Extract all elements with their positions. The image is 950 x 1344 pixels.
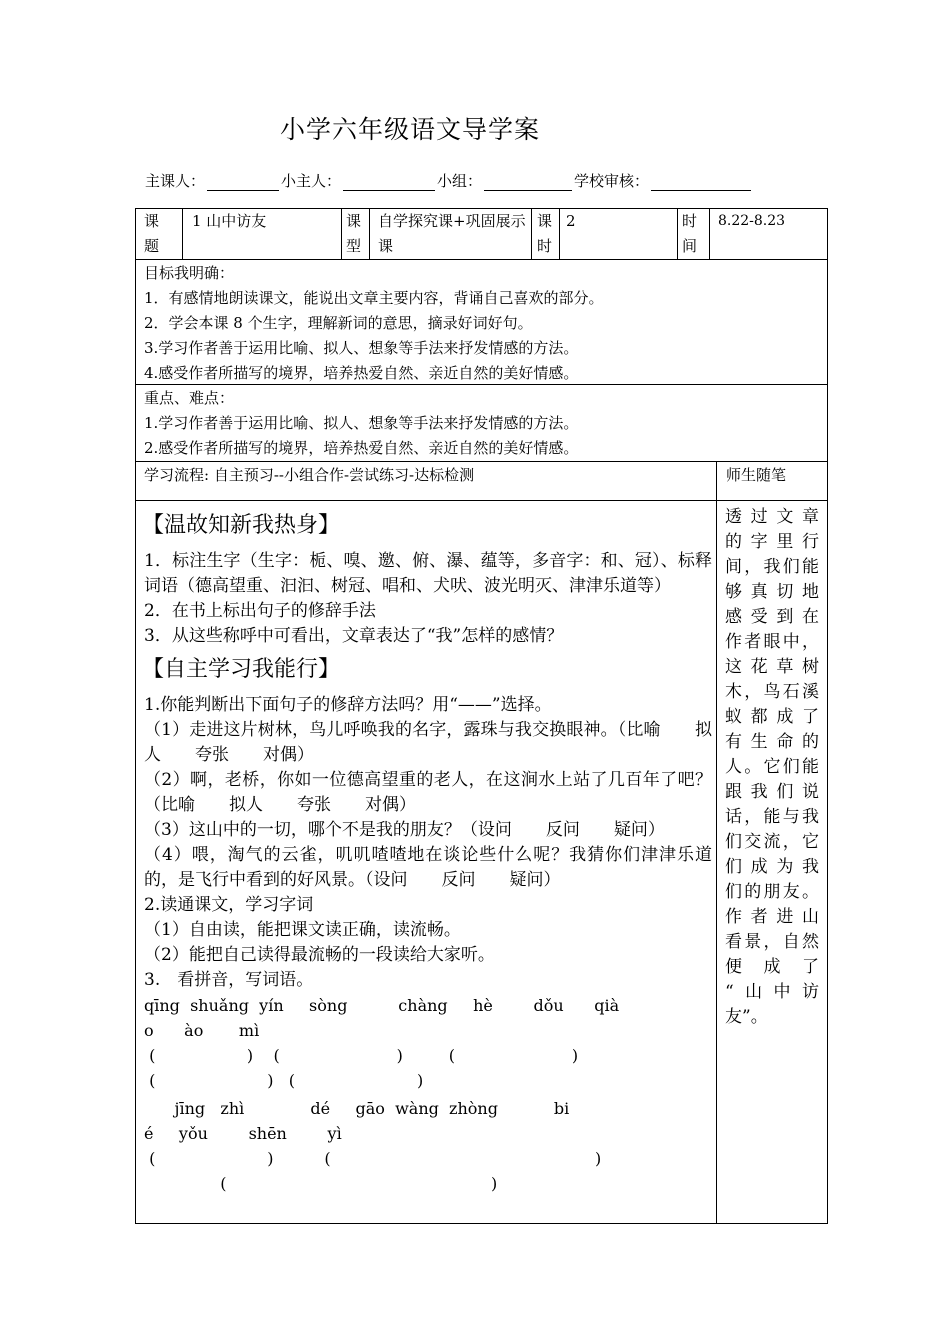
lecturer-blank[interactable] [207, 174, 279, 191]
exercise-item: （2）能把自己读得最流畅的一段读给大家听。 [144, 945, 495, 965]
hours-value: 2 [566, 212, 576, 230]
page-title: 小学六年级语文导学案 [279, 115, 540, 144]
note-line: 们交流，它 [725, 832, 819, 852]
exercise-item: 3．从这些称呼中可看出，文章表达了“我”怎样的感情？ [144, 626, 564, 646]
note-line: 木，鸟石溪 [725, 682, 819, 702]
type-value: 自学探究课+巩固展示课 [378, 212, 526, 255]
topic-label: 课题 [144, 212, 160, 255]
main-content [142, 505, 729, 1196]
flow-label: 学习流程: 自主预习--小组合作-尝试练习-达标检测 [144, 466, 475, 484]
col-divider [369, 209, 370, 259]
col-divider [677, 209, 678, 259]
note-line: 人。它们能 [725, 757, 819, 777]
goal-item: 4.感受作者所描写的境界，培养热爱自然、亲近自然的美好情感。 [144, 364, 579, 382]
col-divider [341, 209, 342, 259]
review-label: 学校审核： [574, 172, 650, 190]
note-line: 们成为我 [725, 857, 819, 877]
note-line: 间，我们能 [725, 557, 819, 577]
group-label: 小组： [437, 172, 483, 190]
lecturer-label: 主课人： [145, 172, 206, 190]
note-line: 友”。 [725, 1007, 768, 1027]
col-divider [182, 209, 183, 259]
section-heading: 【自主学习我能行】 [142, 657, 341, 682]
row-divider [136, 500, 827, 501]
lesson-table [135, 208, 828, 1224]
exercise-item: （3）这山中的一切，哪个不是我的朋友？（设问 反问 疑问） [144, 820, 665, 840]
note-line: 看景，自然 [725, 932, 819, 952]
exercise-item: 2.读通课文，学习字词 [144, 895, 314, 915]
side-notes [725, 505, 819, 1030]
row-divider [136, 461, 827, 462]
exercise-item: （4）喂，淘气的云雀，叽叽喳喳地在谈论些什么呢？我猜你们津津乐道的，是飞行中看到的好风景。（设问 反问 疑问） [144, 845, 712, 890]
pinyin-line: é yǒu shēn yì [144, 1124, 342, 1143]
goals-heading: 目标我明确： [144, 264, 235, 282]
pinyin-line: o ào mì [144, 1021, 260, 1040]
exercise-item: 3. 看拼音，写词语。 [144, 970, 314, 990]
note-line: 作者眼中， [725, 632, 819, 652]
answer-brackets[interactable]: ( ) ( ) ( ) [144, 1046, 579, 1065]
answer-brackets[interactable]: ( ) ( ) [144, 1071, 424, 1090]
goal-item: 3.学习作者善于运用比喻、拟人、想象等手法来抒发情感的方法。 [144, 339, 579, 357]
note-line: 们的朋友。 [725, 882, 819, 902]
exercise-item: （1）走进这片树林，鸟儿呼唤我的名字，露珠与我交换眼神。（比喻 拟人 夸张 对偶） [144, 720, 712, 765]
notes-label: 师生随笔 [726, 466, 787, 484]
keypoints-section [144, 386, 814, 461]
goal-item: 1．有感情地朗读课文，能说出文章主要内容，背诵自己喜欢的部分。 [144, 289, 604, 307]
col-divider [559, 209, 560, 259]
note-line: 蚁都成了 [725, 707, 819, 727]
group-blank[interactable] [484, 174, 572, 191]
note-line: 作者进山 [725, 907, 819, 927]
answer-brackets[interactable]: ( ) [144, 1174, 498, 1193]
pinyin-line: qīng shuǎng yín sòng chàng hè dǒu qià [144, 996, 620, 1015]
note-line: 跟我们说 [725, 782, 819, 802]
note-line: 有生命的 [725, 732, 819, 752]
host-label: 小主人： [281, 172, 342, 190]
hours-label: 课时 [537, 212, 553, 255]
row-divider [136, 259, 827, 260]
notes-divider [716, 461, 717, 1223]
exercise-item: 1.你能判断出下面句子的修辞方法吗？用“——”选择。 [144, 695, 552, 715]
review-blank[interactable] [651, 174, 751, 191]
note-line: 这花草树 [725, 657, 819, 677]
keypoint-item: 2.感受作者所描写的境界，培养热爱自然、亲近自然的美好情感。 [144, 439, 579, 457]
goals-section [144, 261, 814, 386]
host-blank[interactable] [343, 174, 435, 191]
keypoint-item: 1.学习作者善于运用比喻、拟人、想象等手法来抒发情感的方法。 [144, 414, 579, 432]
time-label: 时间 [682, 212, 698, 255]
time-value: 8.22-8.23 [718, 213, 786, 229]
answer-brackets[interactable]: ( ) ( ) [144, 1149, 602, 1168]
section-heading: 【温故知新我热身】 [142, 513, 341, 538]
signature-line [145, 170, 753, 191]
note-line: 感受到在 [725, 607, 819, 627]
note-line: 便 成 了 [725, 957, 819, 977]
col-divider [531, 209, 532, 259]
goal-item: 2．学会本课 8 个生字，理解新词的意思，摘录好词好句。 [144, 314, 533, 332]
keypoints-heading: 重点、难点： [144, 389, 235, 407]
col-divider [709, 209, 710, 259]
note-line: “山中访 [725, 982, 819, 1002]
pinyin-line: jīng zhì dé gāo wàng zhòng bi [144, 1099, 570, 1118]
note-line: 的字里行 [725, 532, 819, 552]
exercise-item: 2．在书上标出句子的修辞手法 [144, 601, 376, 621]
topic-value: 1 山中访友 [192, 212, 267, 230]
exercise-item: 1．标注生字（生字：栀、嗅、邀、俯、瀑、蕴等，多音字：和、冠）、标释词语（德高望重、汩汩、树冠、唱和、犬吠、波光明灭、津津乐道等） [144, 551, 712, 596]
type-label: 课型 [346, 212, 362, 255]
note-line: 透过文章 [725, 507, 819, 527]
exercise-item: （1）自由读，能把课文读正确，读流畅。 [144, 920, 461, 940]
exercise-item: （2）啊，老桥，你如一位德高望重的老人，在这涧水上站了几百年了吧？ （比喻 拟人 夸张 对偶） [144, 770, 729, 815]
note-line: 话，能与我 [725, 807, 819, 827]
note-line: 够真切地 [725, 582, 819, 602]
